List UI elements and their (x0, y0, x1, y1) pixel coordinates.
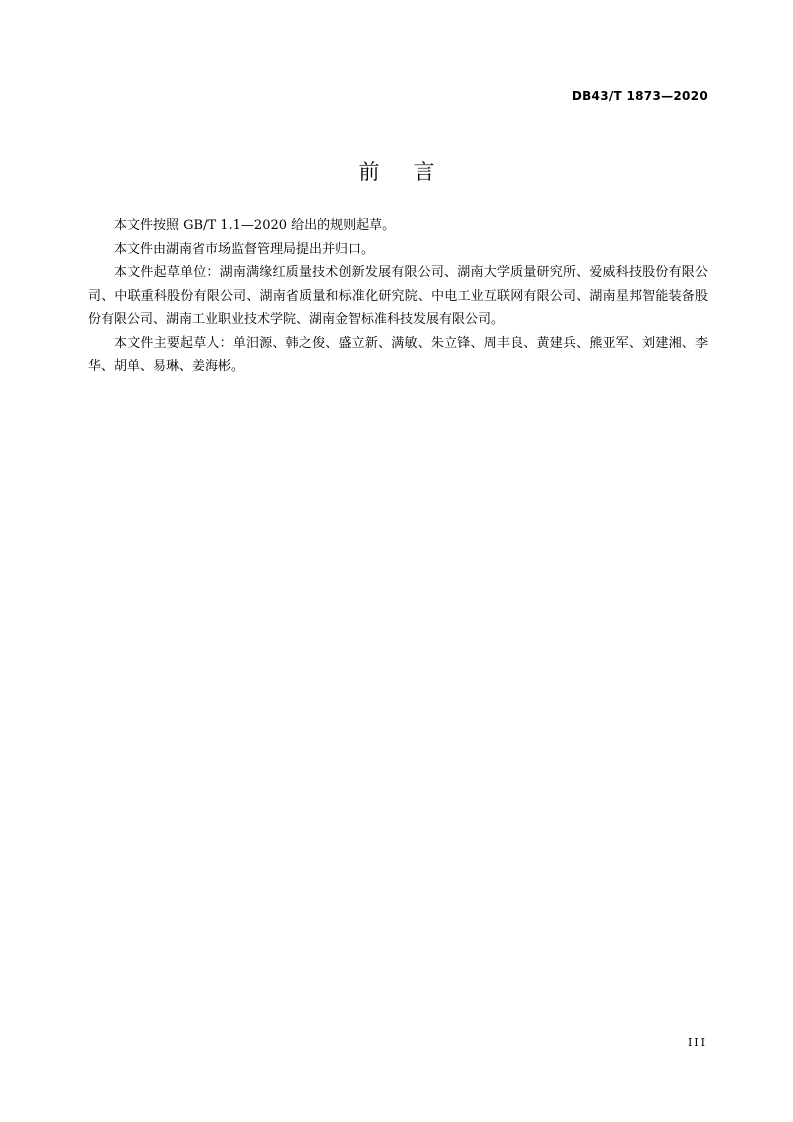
paragraph-main-drafters: 本文件主要起草人：单汨源、韩之俊、盛立新、满敏、朱立锋、周丰良、黄建兵、熊亚军、刘建湘、李华、胡单、易琳、姜海彬。 (88, 335, 708, 374)
paragraph-proposer: 本文件由湖南省市场监督管理局提出并归口。 (114, 241, 375, 257)
paragraph-drafting-rules: 本文件按照 GB/T 1.1—2020 给出的规则起草。 (114, 218, 396, 233)
page-number: III (687, 1036, 707, 1049)
document-code: DB43/T 1873—2020 (571, 89, 708, 103)
page-title: 前言 (358, 160, 469, 184)
foreword-body (88, 214, 708, 379)
paragraph-drafting-units: 本文件起草单位：湖南满缘红质量技术创新发展有限公司、湖南大学质量研究所、爱威科技股份有限公司、中联重科股份有限公司、湖南省质量和标准化研究院、中电工业互联网有限公司、湖南星邦智能装备股份有限公司、湖南工业职业技术学院、湖南金智标准科技发展有限公司。 (88, 265, 708, 327)
